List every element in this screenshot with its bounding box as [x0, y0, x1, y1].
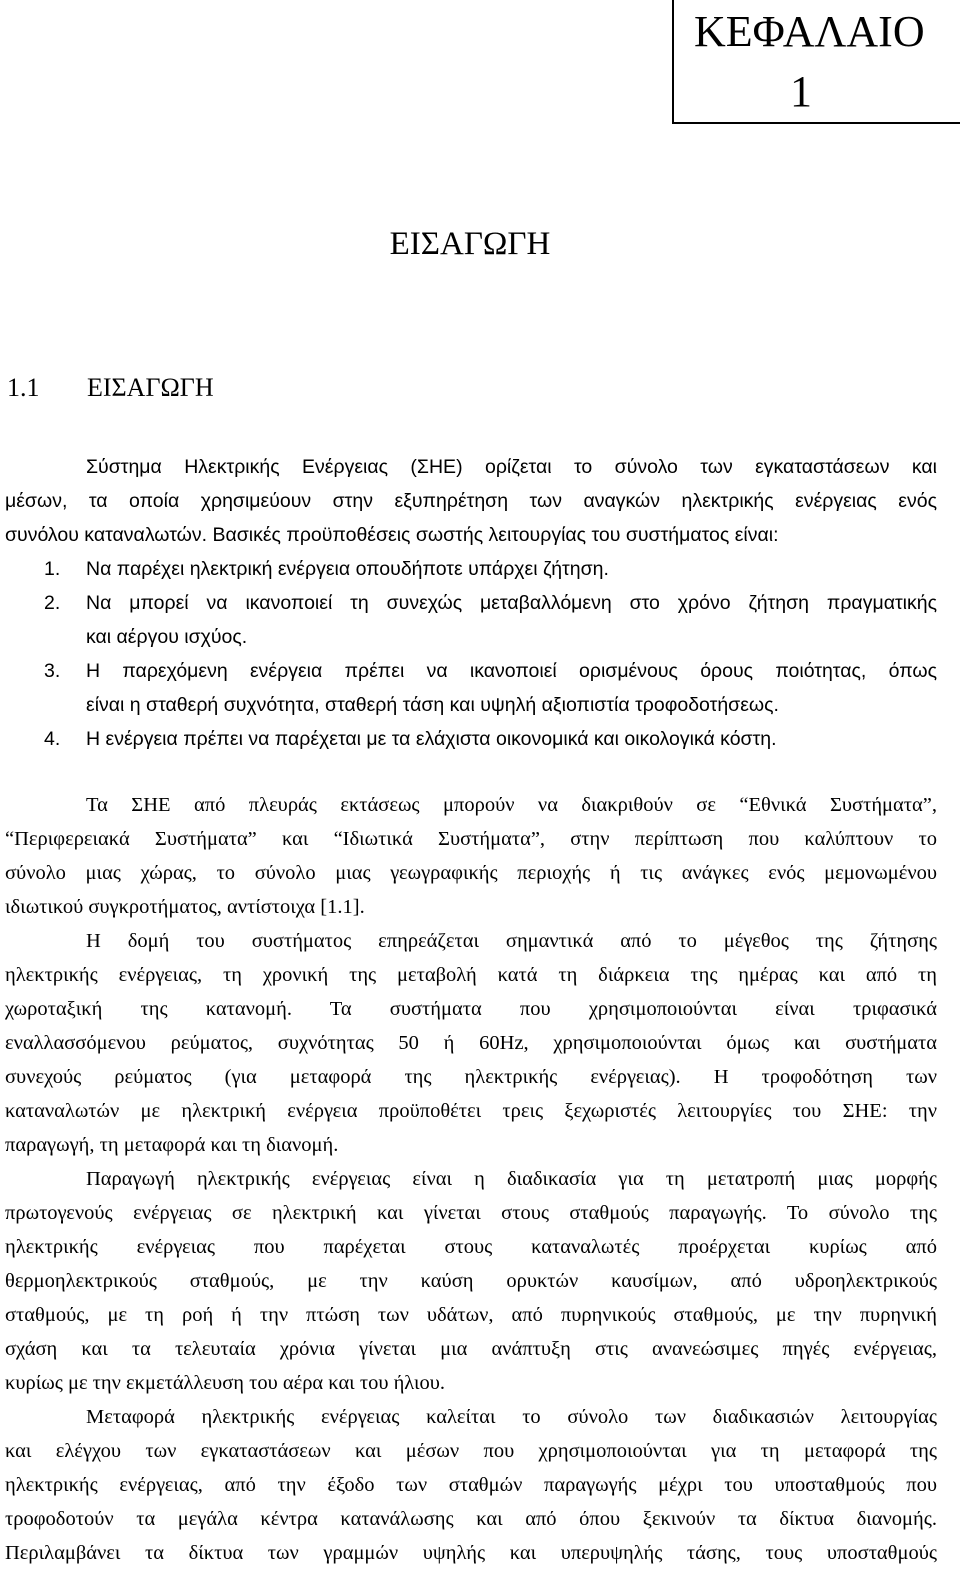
list-item-number: 1. — [44, 558, 61, 580]
section-heading — [7, 370, 214, 406]
list-item-text: Η ενέργεια πρέπει να παρέχεται με τα ελάχιστα οικονομικά και οικολογικά κόστη. — [86, 728, 777, 750]
paragraph-line: χωροταξική της κατανομή. Τα συστήματα που χρησιμοποιούνται είναι τριφασικά — [5, 998, 937, 1020]
paragraph-line: Περιλαμβάνει τα δίκτυα των γραμμών υψηλής και υπερυψηλής τάσης, τους υποσταθμούς — [5, 1542, 937, 1564]
paragraph-line: σταθμούς, με τη ροή ή την πτώση των υδάτων, από πυρηνικούς σταθμούς, με την πυρηνική — [5, 1304, 937, 1326]
paragraph-line: Παραγωγή ηλεκτρικής ενέργειας είναι η διαδικασία για τη μετατροπή μιας μορφής — [86, 1168, 937, 1190]
chapter-title: ΕΙΣΑΓΩΓΗ — [389, 226, 551, 262]
intro-line: μέσων, τα οποία χρησιμεύουν στην εξυπηρέτηση των αναγκών ηλεκτρικής ενέργειας ενός — [5, 490, 937, 512]
list-item-text: Η παρεχόμενη ενέργεια πρέπει να ικανοποιεί ορισμένους όρους ποιότητας, όπως — [86, 660, 937, 682]
paragraph-line: Τα ΣΗΕ από πλευράς εκτάσεως μπορούν να διακριθούν σε “Εθνικά Συστήματα”, — [86, 794, 937, 816]
list-item-text: Να μπορεί να ικανοποιεί τη συνεχώς μεταβαλλόμενη στο χρόνο ζήτηση πραγματικής — [86, 592, 937, 614]
list-item-number: 4. — [44, 728, 61, 750]
intro-line: Σύστημα Ηλεκτρικής Ενέργειας (ΣΗΕ) ορίζεται το σύνολο των εγκαταστάσεων και — [86, 456, 937, 478]
paragraph-line: θερμοηλεκτρικούς σταθμούς, με την καύση ορυκτών καυσίμων, από υδροηλεκτρικούς — [5, 1270, 937, 1292]
intro-line: συνόλου καταναλωτών. Βασικές προϋποθέσεις σωστής λειτουργίας του συστήματος είναι: — [5, 524, 779, 546]
paragraph-line: Μεταφορά ηλεκτρικής ενέργειας καλείται το σύνολο των διαδικασιών λειτουργίας — [86, 1406, 937, 1428]
section-number: 1.1 — [7, 373, 40, 402]
list-item-number: 2. — [44, 592, 61, 614]
paragraph-line: τροφοδοτούν τα μεγάλα κέντρα κατανάλωσης και από όπου ξεκινούν τα δίκτυα διανομής. — [5, 1508, 937, 1530]
paragraph-line: πρωτογενούς ενέργειας σε ηλεκτρική και γίνεται στους σταθμούς παραγωγής. Το σύνολο της — [5, 1202, 937, 1224]
paragraph-line: ιδιωτικού συγκροτήματος, αντίστοιχα [1.1]. — [5, 896, 365, 918]
list-item-number: 3. — [44, 660, 61, 682]
paragraph-line: ηλεκτρικής ενέργειας, τη χρονική της μεταβολή κατά τη διάρκεια της ημέρας και από τη — [5, 964, 937, 986]
chapter-label: ΚΕΦΑΛΑΙΟ — [694, 7, 925, 56]
paragraph-line: κυρίως με την εκμετάλλευση του αέρα και του ήλιου. — [5, 1372, 446, 1394]
chapter-number: 1 — [790, 67, 812, 116]
paragraph-line: “Περιφερειακά Συστήματα” και “Ιδιωτικά Συστήματα”, στην περίπτωση που καλύπτουν το — [5, 828, 937, 850]
paragraph-line: συνεχούς ρεύματος (για μεταφορά της ηλεκτρικής ενέργειας). Η τροφοδότηση των — [5, 1066, 937, 1088]
paragraph-line: σύνολο μιας χώρας, το σύνολο μιας γεωγραφικής περιοχής ή τις ανάγκες ενός μεμονωμένου — [5, 862, 937, 884]
paragraph-line: σχάση και τα τελευταία χρόνια γίνεται μια ανάπτυξη στις ανανεώσιμες πηγές ενέργειας, — [5, 1338, 937, 1360]
paragraph-line: ηλεκτρικής ενέργειας, από την έξοδο των σταθμών παραγωγής μέχρι του υποσταθμούς που — [5, 1474, 937, 1496]
list-item-text: Να παρέχει ηλεκτρική ενέργεια οπουδήποτε υπάρχει ζήτηση. — [86, 558, 609, 580]
paragraph-line: και ελέγχου των εγκαταστάσεων και μέσων που χρησιμοποιούνται για τη μεταφορά της — [5, 1440, 937, 1462]
list-item-text: είναι η σταθερή συχνότητα, σταθερή τάση και υψηλή αξιοπιστία τροφοδοτήσεως. — [86, 694, 779, 716]
section-title: ΕΙΣΑΓΩΓΗ — [87, 373, 214, 402]
paragraph-line: Η δομή του συστήματος επηρεάζεται σημαντικά από το μέγεθος της ζήτησης — [86, 930, 937, 952]
paragraph-line: παραγωγή, τη μεταφορά και τη διανομή. — [5, 1134, 339, 1156]
paragraph-line: ηλεκτρικής ενέργειας που παρέχεται στους καταναλωτές προέρχεται κυρίως από — [5, 1236, 937, 1258]
list-item-text: και αέργου ισχύος. — [86, 626, 248, 648]
paragraph-line: καταναλωτών με ηλεκτρική ενέργεια προϋποθέτει τρεις ξεχωριστές λειτουργίες του ΣΗΕ: την — [5, 1100, 937, 1122]
paragraph-line: εναλλασσόμενου ρεύματος, συχνότητας 50 ή 60Hz, χρησιμοποιούνται όμως και συστήματα — [5, 1032, 937, 1054]
